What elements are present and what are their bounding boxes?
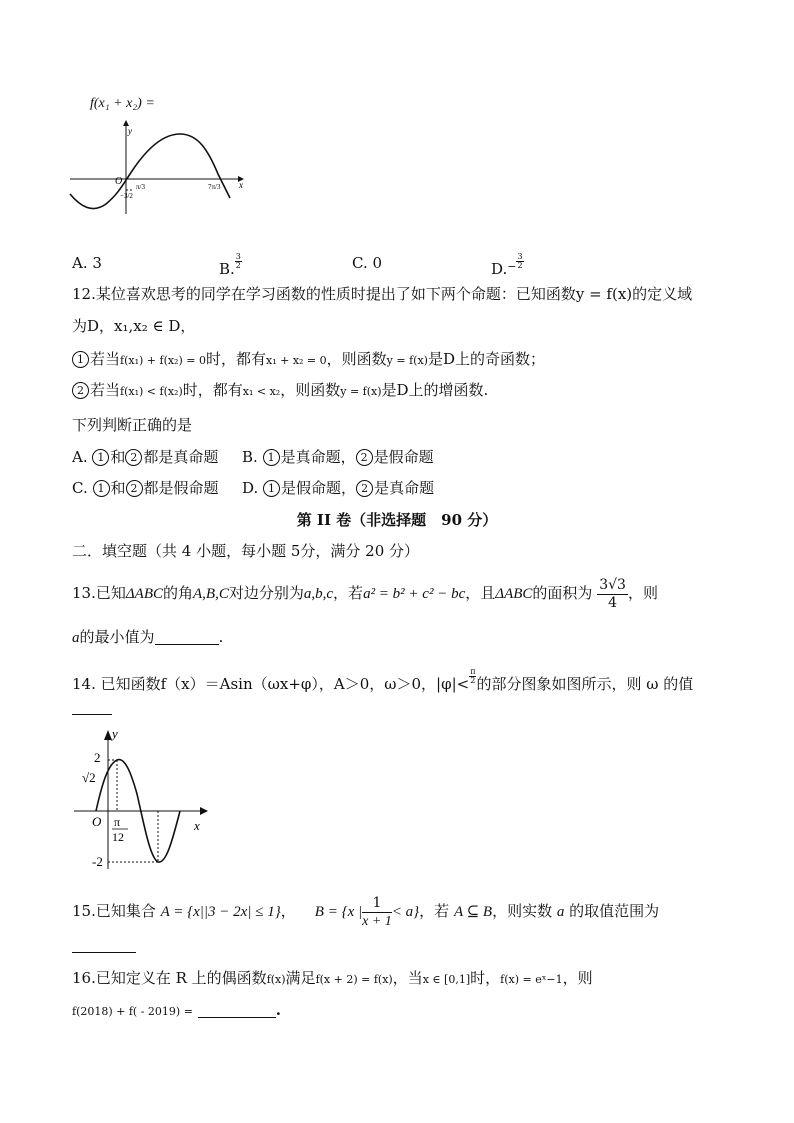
q12-prompt: 下列判断正确的是 (72, 416, 193, 434)
q11-option-c: C. 0 (352, 254, 383, 272)
prop1-part-a: 若当 (90, 350, 121, 368)
q11-option-b (219, 253, 242, 279)
q13-line1 (72, 575, 658, 612)
graph2-label-sqrt2: √2 (82, 770, 96, 785)
sine-graph-1 (66, 116, 246, 216)
q13-triangle-2: ΔABC (495, 586, 533, 602)
prop1-part-d: 是D上的奇函数； (427, 350, 545, 368)
q14-frac-num: π (470, 667, 476, 676)
prop2-function: y = f(x) (340, 385, 382, 398)
q15-c: ，若 (419, 902, 450, 920)
q13-equation: a² = b² + c² − bc (363, 586, 466, 602)
q13-sides: a,b,c (303, 586, 334, 602)
q13-period: . (218, 628, 224, 646)
q13-a: 13.已知 (72, 584, 126, 602)
q12-proposition-1 (72, 349, 545, 371)
q16-answer-blank[interactable] (198, 1002, 276, 1018)
q13-frac-num: 3√3 (599, 576, 626, 593)
q12-option-b (242, 447, 434, 467)
q16-def: f(x) = eˣ−1 (500, 973, 563, 986)
q11-d-den: 2 (517, 261, 523, 270)
q13-area-fraction (597, 577, 628, 612)
prop1-conclusion: x₁ + x₂ = 0 (266, 354, 327, 367)
q12-c-label: C. (72, 479, 88, 497)
q12-a-mid: 和 (110, 448, 126, 466)
graph2-y-arrow (104, 730, 112, 740)
q16-expression: f(2018) + f( - 2019) = (72, 1005, 193, 1018)
q15-var: a (556, 904, 565, 920)
q13-angles: A,B,C (193, 586, 229, 602)
graph1-origin: O (115, 176, 123, 187)
prop2-part-d: 是D上的增函数. (381, 381, 489, 399)
q13-l: ，则 (627, 584, 658, 602)
q11-b-num: 3 (235, 252, 241, 261)
q16-fn: f(x) (266, 973, 286, 986)
sine-graph-2 (72, 724, 212, 874)
q14-frac-den: 2 (470, 676, 476, 685)
prop2-part-b: 时，都有 (182, 381, 243, 399)
prop1-part-b: 时，都有 (205, 350, 266, 368)
graph2-label-neg2: -2 (92, 854, 103, 869)
graph1-tick-pi3: π/3 (136, 183, 145, 191)
q12-b-mid: 是真命题， (280, 448, 356, 466)
q11-option-d-label: D. (491, 260, 508, 278)
circle-2-icon: 2 (125, 449, 142, 466)
q13-frac-den: 4 (608, 594, 618, 611)
graph1-curve (70, 134, 230, 209)
q12-b-post: 是假命题 (373, 448, 434, 466)
circle-1-icon: 1 (92, 449, 109, 466)
q11-d-num: 3 (517, 252, 523, 261)
q15-set-a: A = {x||3 − 2x| ≤ 1} (160, 904, 281, 920)
q16-eq: f(x + 2) = f(x) (315, 973, 393, 986)
prop2-part-c: ，则函数 (280, 381, 341, 399)
graph1-header: f(x₁ + x₂) = (90, 96, 155, 111)
q11-b-den: 2 (235, 261, 241, 270)
q15-b: ， (280, 902, 296, 920)
graph2-x-arrow (200, 807, 208, 815)
q16-a: 16.已知定义在 R 上的偶函数 (72, 969, 267, 987)
q12-d-label: D. (242, 479, 259, 497)
q15-set-b-open: B = {x | (314, 904, 363, 920)
q13-triangle: ΔABC (125, 586, 163, 602)
q11-option-b-fraction (235, 253, 242, 270)
circle-2-icon: 2 (126, 480, 143, 497)
q15-d: ，则实数 (492, 902, 553, 920)
q13-g: ，若 (333, 584, 364, 602)
q16-period: . (275, 1001, 281, 1019)
prop2-conclusion: x₁ < x₂ (242, 385, 281, 398)
q16-e: ，则 (562, 969, 593, 987)
graph1-tick-7pi3: 7π/3 (208, 183, 221, 191)
q12-option-d (242, 478, 434, 498)
q15-e: 的取值范围为 (569, 902, 660, 920)
q15-a: 15.已知集合 (72, 902, 156, 920)
q11-option-a: A. 3 (72, 254, 102, 272)
q12-stem-line1: 12.某位喜欢思考的同学在学习函数的性质时提出了如下两个命题：已知函数y = f(x)的定义域 (72, 285, 693, 303)
part2-title: 第 II 卷（非选择题 90 分） (296, 511, 498, 529)
circle-1-icon: 1 (263, 480, 280, 497)
q12-c-post: 都是假命题 (143, 479, 219, 497)
prop2-part-a: 若当 (90, 381, 121, 399)
q14-stem (72, 668, 693, 694)
q11-option-d (491, 253, 524, 279)
q12-option-c (72, 478, 219, 498)
q11-d-minus: − (507, 260, 517, 273)
q15-set-b-close: < a} (391, 904, 420, 920)
circle-2-icon: 2 (356, 449, 373, 466)
q12-d-post: 是真命题 (374, 479, 435, 497)
q12-a-post: 都是真命题 (143, 448, 219, 466)
q13-answer-blank[interactable] (155, 629, 219, 645)
q15-frac-num: 1 (362, 895, 392, 913)
q13-c: 的角 (163, 584, 194, 602)
q14-answer-blank[interactable] (72, 714, 112, 715)
q12-proposition-2 (72, 380, 488, 402)
prop1-function: y = f(x) (386, 354, 428, 367)
q16-line1 (72, 968, 593, 990)
graph1-x-label: x (239, 180, 243, 190)
q12-b-label: B. (242, 448, 258, 466)
graph2-y-label: y (112, 726, 118, 741)
graph2-label-2: 2 (94, 750, 101, 765)
q16-line2 (72, 1000, 281, 1022)
graph2-x-label: x (194, 818, 200, 833)
q14-text-a: 14. 已知函数 (72, 675, 161, 693)
section-heading: 二．填空题（共 4 小题，每小题 5分，满分 20 分） (72, 542, 420, 560)
q14-function: f（x）＝Asin（ωx+φ），A＞0，ω＞0，|φ|< (160, 675, 470, 693)
q13-line2-text: 的最小值为 (79, 628, 155, 646)
q15-stem (72, 893, 659, 930)
q11-option-d-fraction (516, 253, 523, 270)
q15-answer-blank[interactable] (72, 952, 136, 953)
q15-fraction (362, 895, 392, 930)
q16-d: 时， (470, 969, 501, 987)
prop1-condition: f(x₁) + f(x₂) = 0 (120, 354, 206, 367)
q13-e: 对边分别为 (228, 584, 304, 602)
circle-1-icon: 1 (93, 480, 110, 497)
prop1-part-c: ，则函数 (326, 350, 387, 368)
circle-2-icon: 2 (72, 382, 89, 399)
graph2-origin: O (92, 814, 102, 829)
q13-var-a: a (72, 630, 80, 646)
q13-line2 (72, 627, 223, 648)
q13-k: 的面积为 (532, 584, 593, 602)
q14-text-b: 的部分图象如图所示，则 ω 的值 (476, 675, 694, 693)
q12-d-mid: 是假命题， (281, 479, 357, 497)
circle-1-icon: 1 (263, 449, 280, 466)
graph1-tick-neg: −3/2 (120, 192, 133, 200)
graph2-tick-12: 12 (112, 830, 124, 844)
q16-domain: x ∈ [0,1] (422, 973, 471, 986)
q16-b: 满足 (285, 969, 316, 987)
graph1-y-label: y (128, 126, 132, 136)
q12-option-a (72, 447, 218, 467)
circle-2-icon: 2 (356, 480, 373, 497)
graph2-tick-pi: π (114, 815, 121, 829)
prop2-condition: f(x₁) < f(x₂) (120, 385, 183, 398)
q13-i: ，且 (465, 584, 496, 602)
q15-relation: A ⊆ B (453, 904, 493, 920)
q12-a-label: A. (72, 448, 88, 466)
q11-option-b-label: B. (219, 260, 235, 278)
circle-1-icon: 1 (72, 351, 89, 368)
q12-stem-line2: 为D，x₁,x₂ ∈ D， (72, 317, 196, 335)
q12-c-mid: 和 (110, 479, 126, 497)
q15-frac-den: x + 1 (362, 913, 392, 929)
q16-c: ，当 (392, 969, 423, 987)
